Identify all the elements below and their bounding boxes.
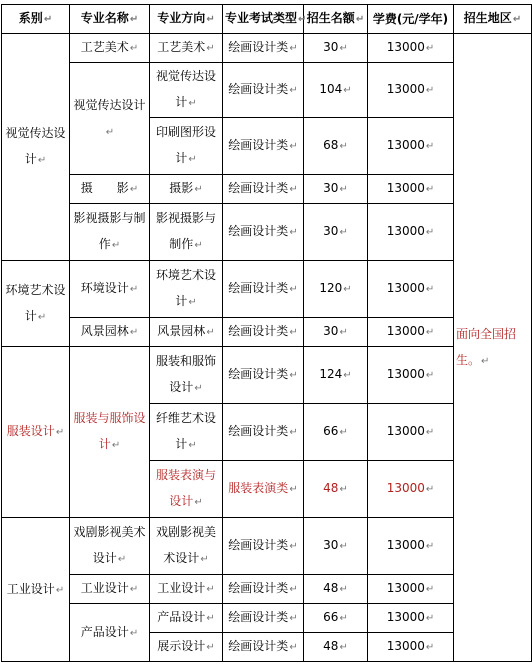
direction-cell: 印刷图形设计↵ <box>150 118 223 175</box>
major-cell: 工艺美术↵ <box>70 34 150 63</box>
admissions-table <box>1 4 532 662</box>
table-row <box>2 261 532 318</box>
department-cell: 视觉传达设计↵ <box>2 34 70 261</box>
direction-cell: 工业设计↵ <box>150 575 223 604</box>
table-row <box>2 604 532 633</box>
quota-cell: 104↵ <box>304 63 368 118</box>
exam-cell: 绘画设计类↵ <box>223 118 304 175</box>
quota-cell: 30↵ <box>304 518 368 575</box>
header-row <box>2 5 532 34</box>
quota-cell: 30↵ <box>304 204 368 261</box>
tuition-cell: 13000↵ <box>368 575 454 604</box>
quota-cell: 48↵ <box>304 633 368 662</box>
major-cell: 产品设计↵ <box>70 604 150 662</box>
exam-cell: 绘画设计类↵ <box>223 63 304 118</box>
tuition-cell: 13000↵ <box>368 261 454 318</box>
header-region: 招生地区↵ <box>454 5 532 34</box>
direction-cell: 影视摄影与制作↵ <box>150 204 223 261</box>
major-cell: 工业设计↵ <box>70 575 150 604</box>
quota-cell: 30↵ <box>304 34 368 63</box>
header-major: 专业名称↵ <box>70 5 150 34</box>
table-row <box>2 63 532 118</box>
department-cell: 工业设计↵ <box>2 518 70 662</box>
tuition-cell: 13000↵ <box>368 175 454 204</box>
quota-cell: 120↵ <box>304 261 368 318</box>
direction-cell: 服装表演与设计↵ <box>150 461 223 518</box>
tuition-cell: 13000↵ <box>368 461 454 518</box>
direction-cell: 工艺美术↵ <box>150 34 223 63</box>
exam-cell: 绘画设计类↵ <box>223 575 304 604</box>
exam-cell: 绘画设计类↵ <box>223 261 304 318</box>
header-exam-type: 专业考试类型↵ <box>223 5 304 34</box>
direction-cell: 展示设计↵ <box>150 633 223 662</box>
major-cell: 环境设计↵ <box>70 261 150 318</box>
quota-cell: 48↵ <box>304 575 368 604</box>
table-row <box>2 175 532 204</box>
department-cell: 环境艺术设计↵ <box>2 261 70 347</box>
tuition-cell: 13000↵ <box>368 518 454 575</box>
quota-cell: 30↵ <box>304 318 368 347</box>
direction-cell: 产品设计↵ <box>150 604 223 633</box>
exam-cell: 绘画设计类↵ <box>223 175 304 204</box>
table-row <box>2 347 532 404</box>
quota-cell: 30↵ <box>304 175 368 204</box>
header-department: 系别↵ <box>2 5 70 34</box>
header-direction: 专业方向↵ <box>150 5 223 34</box>
major-cell: 风景园林↵ <box>70 318 150 347</box>
tuition-cell: 13000↵ <box>368 604 454 633</box>
exam-cell: 绘画设计类↵ <box>223 633 304 662</box>
region-cell: 面向全国招生。↵ <box>454 34 532 662</box>
table-row <box>2 318 532 347</box>
table-row <box>2 518 532 575</box>
tuition-cell: 13000↵ <box>368 118 454 175</box>
table-row <box>2 575 532 604</box>
quota-cell: 48↵ <box>304 461 368 518</box>
quota-cell: 66↵ <box>304 404 368 461</box>
tuition-cell: 13000↵ <box>368 318 454 347</box>
exam-cell: 绘画设计类↵ <box>223 34 304 63</box>
department-cell: 服装设计↵ <box>2 347 70 518</box>
tuition-cell: 13000↵ <box>368 204 454 261</box>
direction-cell: 环境艺术设计↵ <box>150 261 223 318</box>
quota-cell: 66↵ <box>304 604 368 633</box>
direction-cell: 视觉传达设计↵ <box>150 63 223 118</box>
direction-cell: 戏剧影视美术设计↵ <box>150 518 223 575</box>
exam-cell: 服装表演类↵ <box>223 461 304 518</box>
header-quota: 招生名额↵ <box>304 5 368 34</box>
exam-cell: 绘画设计类↵ <box>223 318 304 347</box>
tuition-cell: 13000↵ <box>368 347 454 404</box>
major-cell: 影视摄影与制作↵ <box>70 204 150 261</box>
quota-cell: 68↵ <box>304 118 368 175</box>
major-cell: 戏剧影视美术设计↵ <box>70 518 150 575</box>
header-tuition: 学费(元/学年) <box>368 5 454 34</box>
tuition-cell: 13000↵ <box>368 34 454 63</box>
direction-cell: 风景园林↵ <box>150 318 223 347</box>
exam-cell: 绘画设计类↵ <box>223 518 304 575</box>
major-cell: 摄 影↵ <box>70 175 150 204</box>
tuition-cell: 13000↵ <box>368 633 454 662</box>
tuition-cell: 13000↵ <box>368 404 454 461</box>
exam-cell: 绘画设计类↵ <box>223 404 304 461</box>
direction-cell: 纤维艺术设计↵ <box>150 404 223 461</box>
major-cell: 视觉传达设计↵ <box>70 63 150 175</box>
table-row <box>2 204 532 261</box>
exam-cell: 绘画设计类↵ <box>223 604 304 633</box>
exam-cell: 绘画设计类↵ <box>223 204 304 261</box>
table-row <box>2 34 532 63</box>
major-cell: 服装与服饰设计↵ <box>70 347 150 518</box>
tuition-cell: 13000↵ <box>368 63 454 118</box>
exam-cell: 绘画设计类↵ <box>223 347 304 404</box>
quota-cell: 124↵ <box>304 347 368 404</box>
direction-cell: 服装和服饰设计↵ <box>150 347 223 404</box>
direction-cell: 摄影↵ <box>150 175 223 204</box>
